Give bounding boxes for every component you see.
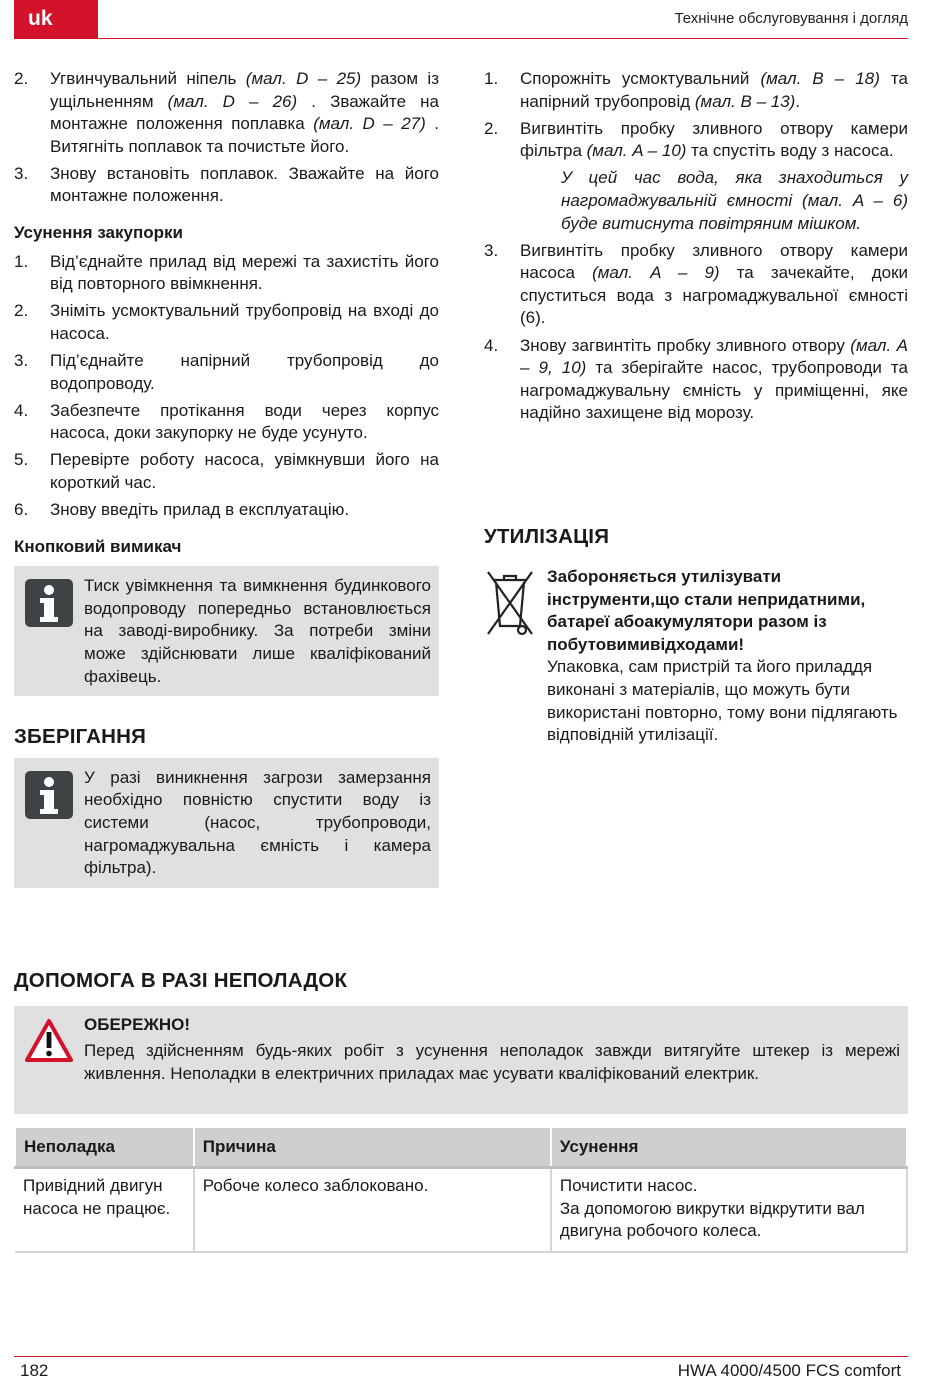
header-divider <box>14 38 908 39</box>
step-text: Зніміть усмоктувальний трубопровід на вході до насоса. <box>50 301 439 343</box>
step-number: 2. <box>484 118 499 138</box>
step-text: та зберігайте насос, трубопроводи та нагромаджувальну ємність у приміщенні, яке надійно захищене від морозу. <box>520 358 908 423</box>
troubleshooting-table <box>14 1126 908 1253</box>
step-number: 4. <box>484 335 499 355</box>
list-item <box>14 163 439 208</box>
step-text: Від’єднайте прилад від мережі та захистіть його від повторного ввімкнення. <box>50 251 439 294</box>
figure-ref: (мал. A – 9) <box>592 263 720 283</box>
language-tab: uk <box>14 0 98 39</box>
clog-removal-heading: Усунення закупорки <box>14 223 183 243</box>
disposal-description: Упаковка, сам пристрій та його приладдя виконані з матеріалів, що можуть бути використані повторно, тому вони підлягають відповідній утилізації. <box>547 657 898 745</box>
figure-ref: (мал. D – 25) <box>245 69 362 88</box>
step-number: 5. <box>14 450 29 470</box>
table-cell: Привідний двигун насоса не працює. <box>15 1168 194 1252</box>
figure-ref: (мал. B – 13) <box>694 91 796 111</box>
warning-title: ОБЕРЕЖНО! <box>84 1015 190 1034</box>
figure-ref: (мал. A – 9, 10) <box>520 335 908 378</box>
figure-ref: (мал. B – 18) <box>760 69 880 88</box>
warning-triangle-icon <box>24 1018 74 1071</box>
list-item <box>14 350 439 395</box>
figure-ref: (мал. A – 10) <box>586 141 687 161</box>
page-header-title: Технічне обслуговування і догляд <box>674 10 908 27</box>
step-text: Перевірте роботу насоса, увімкнувши його на короткий час. <box>50 450 439 492</box>
step-number: 3. <box>14 163 29 183</box>
warning-box <box>14 1006 908 1114</box>
warning-text: Перед здійсненням будь-яких робіт з усунення неполадок завжди витягуйте штекер із мережі живлення. Неполадки в електричних приладах має усувати кваліфікований електрик. <box>84 1041 900 1083</box>
left-column <box>14 68 439 888</box>
right-column <box>484 68 908 429</box>
storage-heading: ЗБЕРІГАННЯ <box>14 725 147 749</box>
step-text: Знову введіть прилад в експлуатацію. <box>50 500 350 520</box>
step-text: Знову встановіть поплавок. Зважайте на його монтажне положення. <box>50 163 439 206</box>
step-text: та напірний трубопровід <box>520 69 908 111</box>
list-item <box>484 118 908 163</box>
figure-ref: (мал. D – 26) <box>167 91 298 111</box>
column-header: Усунення <box>551 1127 907 1168</box>
info-icon <box>25 579 73 627</box>
push-switch-heading: Кнопковий вимикач <box>14 536 182 556</box>
step-text: Вигвинтіть пробку зливного отвору камери фільтра <box>520 118 908 161</box>
footer-divider <box>14 1356 908 1357</box>
list-item <box>484 335 908 425</box>
step-text: Вигвинтіть пробку зливного отвору камери насоса <box>520 240 908 283</box>
crossed-bin-icon <box>484 568 536 640</box>
list-item <box>484 240 908 330</box>
step-text: разом із ущільненням <box>50 69 439 111</box>
step-number: 1. <box>14 251 29 271</box>
table-header-row <box>15 1127 907 1168</box>
italic-note: У цей час вода, яка знаходиться у нагромаджувальній ємності (мал. A – 6) буде витиснута повітряним мішком. <box>561 168 908 233</box>
product-model: HWA 4000/4500 FCS comfort <box>677 1361 901 1380</box>
step-text: та зачекайте, доки спуститься вода з нагромаджувальної ємності (6). <box>520 263 908 328</box>
drain-steps <box>484 68 908 163</box>
troubleshooting-heading: ДОПОМОГА В РАЗІ НЕПОЛАДОК <box>14 969 348 992</box>
info-text: У разі виникнення загрози замерзання необхідно повністю спустити воду із системи (насос, трубопроводи, нагромаджувальна ємність і камера фільтра). <box>84 767 431 878</box>
step-number: 4. <box>14 400 29 420</box>
info-text: Тиск увімкнення та вимкнення будинкового водопроводу попередньо встановлюється на заводі-виробнику. За потреби зміни може здійснювати лише кваліфікований фахівець. <box>84 576 431 686</box>
list-item <box>484 68 908 113</box>
disposal-heading: УТИЛІЗАЦІЯ <box>484 525 610 548</box>
clog-removal-steps <box>14 251 439 522</box>
step-text: Угвинчувальний ніпель <box>50 69 246 88</box>
table-row <box>15 1168 907 1252</box>
list-item <box>14 449 439 494</box>
drain-steps-continued <box>484 240 908 425</box>
float-steps <box>14 68 439 208</box>
list-item <box>14 68 439 158</box>
figure-ref: (мал. D – 27) <box>313 114 426 134</box>
step-text: Забезпечте протікання води через корпус насоса, доки закупорку не буде усунуто. <box>50 400 439 443</box>
column-header: Неполадка <box>15 1127 194 1168</box>
disposal-warning: Забороняється утилізувати інструменти,що стали непридатними, батареї абоакумулятори разом із побутовимивідходами! <box>547 567 866 654</box>
disposal-text <box>547 566 907 747</box>
step-text: . Витягніть поплавок та почистьте його. <box>50 114 439 156</box>
step-text: Спорожніть усмоктувальний <box>520 69 761 88</box>
page-number: 182 <box>20 1361 49 1380</box>
list-item <box>14 400 439 445</box>
list-item <box>14 499 439 522</box>
list-item <box>14 300 439 345</box>
column-header: Причина <box>194 1127 551 1168</box>
step-number: 3. <box>484 240 499 260</box>
step-number: 2. <box>14 301 29 321</box>
switch-info-box <box>14 566 439 696</box>
info-icon <box>25 771 73 819</box>
step-text: Під’єднайте напірний трубопровід до водопроводу. <box>50 351 439 393</box>
step-text: . Зважайте на монтажне положення поплавка <box>50 91 440 134</box>
table-cell: Робоче колесо заблоковано. <box>194 1168 551 1252</box>
step-text: . <box>795 91 801 111</box>
step-text: та спустіть воду з насоса. <box>686 141 894 161</box>
list-item <box>14 251 439 296</box>
step-number: 2. <box>14 69 29 88</box>
storage-info-box <box>14 758 439 888</box>
step-text: Знову загвинтіть пробку зливного отвору <box>520 335 851 355</box>
step-number: 3. <box>14 351 29 371</box>
table-cell: Почистити насос. За допомогою викрутки відкрутити вал двигуна робочого колеса. <box>551 1168 907 1252</box>
step-number: 1. <box>484 69 499 88</box>
step-number: 6. <box>14 500 29 520</box>
